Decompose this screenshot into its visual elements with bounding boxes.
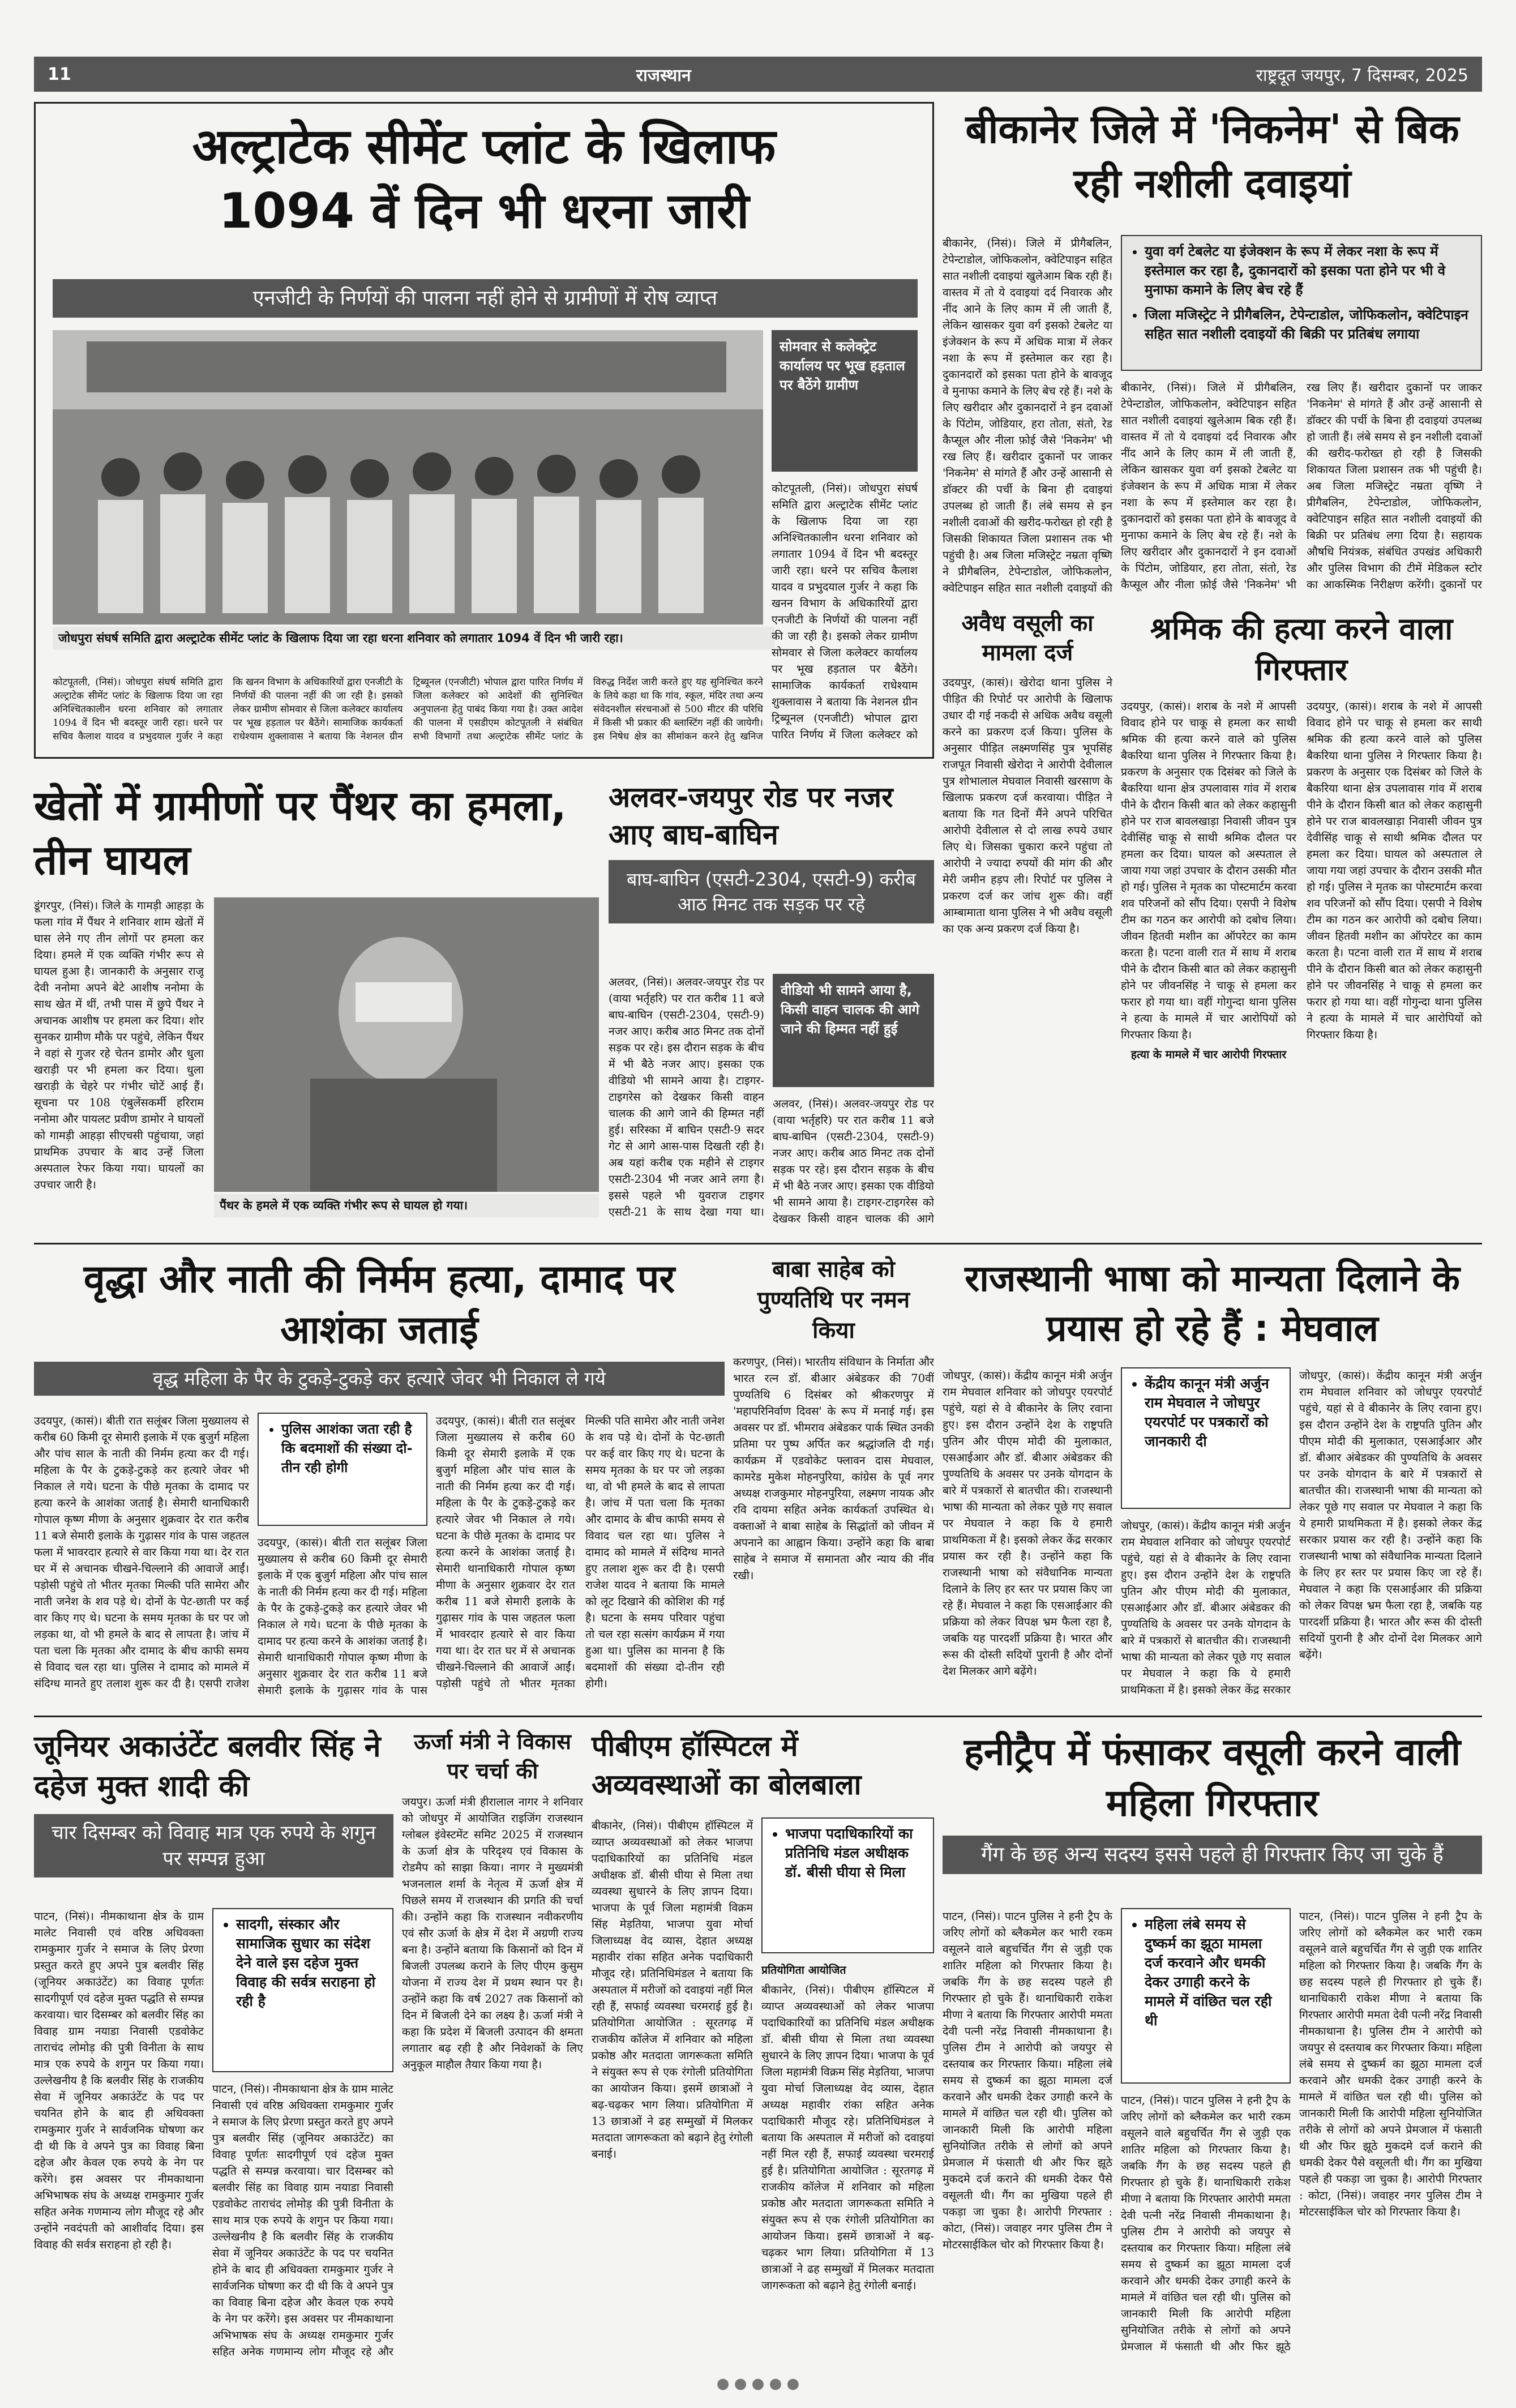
rajasthani-body-left: जोधपुर, (कासं)। केंद्रीय कानून मंत्री अर्जुन राम मेघवाल शनिवार को जोधपुर एयरपोर्ट पहुंचे, यहां से वे बीकानेर के लिए रवाना हुए। इस दौरान उन्होंने देश के राष्ट्रपति पुतिन और पीएम मोदी की मुलाकात, एसआईआर और डॉ. बीआर अंबेडकर की पुण्यतिथि के अवसर पर उनके योगदान के बारे में पत्रकारों से बातचीत की। राजस्थानी भाषा की मान्यता को लेकर पूछे गए सवाल पर मेघवाल ने कहा कि ये हमारी प्राथमिकता में है। इसको लेकर केंद्र सरकार प्रयास कर रही है। उन्होंने कहा कि राजस्थानी भाषा को संवैधानिक मान्यता दिलाने के लिए हर स्तर पर प्रयास किए जा रहे हैं। मेघवाल ने कहा कि एसआईआर की प्रक्रिया को लेकर विपक्ष भ्रम फैला रहा है, जबकि यह पारदर्शी प्रक्रिया है। भारत और रूस की दोस्ती सदियों पुरानी है और दोनों देश मिलकर आगे बढ़ेंगे। [943,1369,1112,1678]
worker-murder-body: उदयपुर, (कासं)। शराब के नशे में आपसी विवाद होने पर चाकू से हमला कर साथी श्रमिक की हत्या करने वाले को पुलिस बैकरिया थाना पुलिस ने गिरफ्तार किया है। प्रकरण के अनुसार एक दिसंबर को जिले के बैकरिया थाना क्षेत्र उपलावास गांव में शराब पीने के दौरान किसी बात को लेकर कहासुनी होने पर राज बावलखाड़ा निवासी जीवन पुत्र देवीसिंह चाकू से साथी श्रमिक दौलत पर हमला कर दिया। घायल को अस्पताल ले जाया गया जहां उपचार के दौरान उसकी मौत हो गई। पुलिस ने मृतक का पोस्टमार्टम करवा शव परिजनों को सौंप दिया। एसपी ने विशेष टीम का गठन कर आरोपी को दबोच लिया। जीवन हितवी मशीन का ऑपरेटर का काम करता है। पटना वाली रात में साथ में शराब पीने के दौरान किसी बात को लेकर कहासुनी होने पर जीवनसिंह ने चाकू से हमला कर फरार हो गया था। वहीं गोगुन्दा थाना पुलिस ने हत्या के मामले में चार आरोपियों को गिरफ्तार किया है। हत्या के मामले में चार आरोपी गिरफ्तार उदयपुर, (कासं)। शराब के नशे में आपसी विवाद होने पर चाकू से हमला कर साथी श्रमिक की हत्या करने वाले को पुलिस बैकरिया थाना पुलिस ने गिरफ्तार किया है। प्रकरण के अनुसार एक दिसंबर को जिले के बैकरिया थाना क्षेत्र उपलावास गांव में शराब पीने के दौरान किसी बात को लेकर कहासुनी होने पर राज बावलखाड़ा निवासी जीवन पुत्र देवीसिंह चाकू से साथी श्रमिक दौलत पर हमला कर दिया। घायल को अस्पताल ले जाया गया जहां उपचार के दौरान उसकी मौत हो गई। पुलिस ने मृतक का पोस्टमार्टम करवा शव परिजनों को सौंप दिया। एसपी ने विशेष टीम का गठन कर आरोपी को दबोच लिया। जीवन हितवी मशीन का ऑपरेटर का काम करता है। पटना वाली रात में साथ में शराब पीने के दौरान किसी बात को लेकर कहासुनी होने पर जीवनसिंह ने चाकू से हमला कर फरार हो गया था। वहीं गोगुन्दा थाना पुलिस ने हत्या के मामले में चार आरोपियों को गिरफ्तार किया है। [1121,698,1482,1236]
bikaner-highlight-2: • जिला मजिस्ट्रेट ने प्रीगैबलिन, टेपेन्टाडोल, जोफिकलोन, क्वेटिपाइन सहित सात नशीली दवाइयों की बिक्री पर प्रतिबंध लगाया [1145,305,1473,344]
cement-photo [53,330,763,625]
elder-murder-subhead: वृद्ध महिला के पैर के टुकड़े-टुकड़े कर हत्यारे जेवर भी निकाल ले गये [34,1362,725,1396]
extortion-body: उदयपुर, (कासं)। खेरोदा थाना पुलिस ने पीड़ित की रिपोर्ट पर आरोपी के खिलाफ उधार दी गई नकदी से अधिक अवैध वसूली करने का प्रकरण दर्ज किया। पुलिस के अनुसार पीड़ित लक्ष्मणसिंह पुत्र भूपसिंह राजपूत निवासी खेरोदा ने आरोपी देवीलाल पुत्र शोभालाल मेघवाल निवासी खरसाण के खिलाफ प्रकरण दर्ज करवाया। पीड़ित ने बताया कि गत दिनों मैंने अपने परिचित आरोपी देवीलाल से दो लाख रुपये उधार लिए थे। जिसका चुकारा करने पहुंचा तो आरोपी ने ज्यादा रुपयों की मांग की और मेरी जमीन हड़प ली। रिपोर्ट पर पुलिस ने प्रकरण दर्ज कर जांच शुरू की। वहीं आम्बामाता थाना पुलिस ने भी अवैध वसूली का एक अन्य प्रकरण दर्ज किया है। [943,676,1112,935]
honeytrap-highlight: • महिला लंबे समय से दुष्कर्म का झूठा मामला दर्ज करवाने और धमकी देकर उगाही करने के मामले में वांछित चल रही थी [1121,1908,1291,2084]
extortion-story [943,609,1112,1231]
dowry-body-right: पाटन, (निसं)। नीमकाथाना क्षेत्र के ग्राम मालेट निवासी एवं वरिष्ठ अधिवक्ता रामकुमार गुर्जर ने समाज के लिए प्रेरणा प्रस्तुत करते हुए अपने पुत्र बलवीर सिंह (जूनियर अकाउंटेंट) का विवाह पूर्णतः सादगीपूर्ण एवं दहेज मुक्त पद्धति से सम्पन्न करवाया। चार दिसम्बर को बलवीर सिंह का विवाह ग्राम नयाडा निवासी एडवोकेट ताराचंद लोमोड़ की पुत्री विनीता के साथ मात्र एक रुपये के शगुन पर किया गया। उल्लेखनीय है कि बलवीर सिंह के राजकीय सेवा में जूनियर अकाउंटेंट के पद पर चयनित होने के बाद ही अधिवक्ता रामकुमार गुर्जर ने सार्वजनिक घोषणा कर दी थी कि वे अपने पुत्र का विवाह बिना दहेज और केवल एक रुपये के नेग पर करेंगे। इस अवसर पर नीमकाथाना अभिभाषक संघ के अध्यक्ष रामकुमार गुर्जर सहित अनेक गणमान्य लोग मौजूद रहे और [212,2082,393,2358]
babasaheb-headline: बाबा साहेब को पुण्यतिथि पर नमन किया [757,1256,910,1344]
section-divider [34,1243,1482,1244]
honeytrap-headline: हनीट्रैप में फंसाकर वसूली करने वाली महिला गिरफ्तार [963,1730,1461,1825]
energy-body: जयपुर। ऊर्जा मंत्री हीरालाल नागर ने शनिवार को जोधपुर में आयोजित राइजिंग राजस्थान ग्लोबल इंवेस्टमेंट समिट 2025 में राजस्थान के ऊर्जा क्षेत्र के परिदृश्य एवं विकास के रोडमैप को साझा किया। नागर ने मुख्यमंत्री भजनलाल शर्मा के नेतृत्व में ऊर्जा क्षेत्र में पिछले समय में राजस्थान की प्रगति की चर्चा की। उन्होंने कहा कि राजस्थान नवीकरणीय एवं सौर ऊर्जा के क्षेत्र में देश में अग्रणी राज्य बना है। उन्होंने बताया कि किसानों को दिन में बिजली उपलब्ध कराने के लिए पीएम कुसुम योजना में राज्य देश में प्रथम स्थान पर है। उन्होंने कहा कि वर्ष 2027 तक किसानों को दिन में बिजली देने का लक्ष्य है। ऊर्जा मंत्री ने कहा कि प्रदेश में बिजली उत्पादन की क्षमता लगातार बढ़ रही है और निवेशकों के लिए अनुकूल माहौल तैयार किया गया है। [402,1795,583,2071]
pbm-body-left: बीकानेर, (निसं)। पीबीएम हॉस्पिटल में व्याप्त अव्यवस्थाओं को लेकर भाजपा पदाधिकारियों का प्रतिनिधि मंडल अधीक्षक डॉ. बीसी घीया से मिला तथा व्यवस्था सुधारने के लिए ज्ञापन दिया। भाजपा के पूर्व जिला महामंत्री विक्रम सिंह मेड़तिया, भाजपा युवा मोर्चा जिलाध्यक्ष वेद व्यास, देहात अध्यक्ष महावीर रांका सहित अनेक पदाधिकारी मौजूद रहे। प्रतिनिधिमंडल ने बताया कि अस्पताल में मरीजों को दवाइयां नहीं मिल रही हैं, सफाई व्यवस्था चरमराई हुई है। प्रतियोगिता आयोजित : सूरतगढ़ में राजकीय कॉलेज में शनिवार को महिला प्रकोष्ठ और मतदाता जागरूकता समिति ने संयुक्त रूप से एक रंगोली प्रतियोगिता का आयोजन किया। इसमें छात्राओं ने बढ़-चढ़कर भाग लिया। प्रतियोगिता में 13 छात्राओं ने ढह सम्मुखों में मिलकर मतदाता जागरूकता को बढ़ाने हेतु रंगोली बनाई। [592,1819,753,2161]
bikaner-story [943,102,1482,600]
tiger-body-left: अलवर, (निसं)। अलवर-जयपुर रोड पर (वाया भर्तृहरि) पर रात करीब 11 बजे बाघ-बाघिन (एसटी-2304, एसटी-9) नजर आए। करीब आठ मिनट तक दोनों सड़क पर रहे। इस दौरान सड़क के बीच में भी बैठे नजर आए। इसका एक वीडियो भी सामने आया है। टाइगर-टाइगरेस को देखकर किसी वाहन चालक की आगे जाने की हिम्मत नहीं हुई। सरिस्का में बाघिन एसटी-9 सदर गेट से आगे आस-पास दिखती रही है। अब यहां करीब एक महीने से टाइगर एसटी-2304 भी नजर आने लगा है। इससे पहले भी युवराज टाइगर एसटी-21 के साथ देखा गया था। [609,976,764,1218]
rajasthani-headline: राजस्थानी भाषा को मान्यता दिलाने के प्रयास हो रहे हैं : मेघवाल [965,1258,1460,1350]
tiger-story [609,779,934,1231]
babasaheb-story [733,1254,934,1707]
panther-caption: पैंथर के हमले में एक व्यक्ति गंभीर रूप से घायल हो गया। [214,1194,599,1217]
bikaner-body-right: बीकानेर, (निसं)। जिले में प्रीगैबलिन, टेपेन्टाडोल, जोफिकलोन, क्वेटिपाइन सहित सात नशीली दवाइयां खुलेआम बिक रही हैं। वास्तव में तो ये दवाइयां दर्द निवारक और नींद आने के लिए काम में ली जाती हैं, लेकिन खासकर युवा वर्ग इसको टेबलेट या इंजेक्शन के रूप में अधिक मात्रा में लेकर नशा के रूप में इस्तेमाल कर रहा है। दुकानदारों को इसका पता होने के बावजूद वे मुनाफा कमाने के लिए बेच रहे हैं। नशे के लिए खरीदार और दुकानदारों ने इन दवाओं के पिंटोम, जोडियार, हरा तोता, संतो, रेड कैप्सूल और नीला फ़ोई जैसे 'निकनेम' भी रख लिए हैं। खरीदार दुकानों पर जाकर 'निकनेम' से मांगते हैं और उन्हें आसानी से डॉक्टर की पर्ची के बिना ही दवाइयां उपलब्ध हो जाती हैं। लंबे समय से इन नशीली दवाओं की खरीद-फरोख्त हो रही है जिसकी शिकायत जिला प्रशासन तक भी पहुंची है। अब जिला मजिस्ट्रेट नम्रता वृष्णि ने प्रीगैबलिन, टेपेन्टाडोल, जोफिकलोन, क्वेटिपाइन सहित सात नशीली दवाइयों की बिक्री पर प्रतिबंध लगा दिया है। सहायक औषधि नियंत्रक, संबंधित उपखंड अधिकारी और पुलिस विभाग की टीमें मेडिकल स्टोर का आकस्मिक निरीक्षण करेंगी। दुकानों पर [1121,381,1482,591]
dowry-highlight: • सादगी, संस्कार और सामाजिक सुधार का संदेश देने वाले इस दहेज मुक्त विवाह की सर्वत्र सराहना हो रही है [212,1908,393,2072]
cement-body: कोटपूतली, (निसं)। जोधपुरा संघर्ष समिति द्वारा अल्ट्राटेक सीमेंट प्लांट के खिलाफ दिया जा रहा अनिश्चितकालीन धरना शनिवार को लगातार 1094 वें दिन भी बदस्तूर जारी रहा। धरने पर सचिव कैलाश यादव व प्रभुदयाल गुर्जर ने कहा कि खनन विभाग के अधिकारियों द्वारा एनजीटी के निर्णयों की पालना नहीं की जा रही है। इसको लेकर ग्रामीण सोमवार से जिला कलेक्टर कार्यालय पर भूख हड़ताल पर बैठेंगे। सामाजिक कार्यकर्ता राधेश्याम शुक्लावास ने बताया कि नेशनल ग्रीन ट्रिब्यूनल (एनजीटी) भोपाल द्वारा पारित निर्णय में जिला कलेक्टर को [772,482,918,741]
worker-murder-subhead: हत्या के मामले में चार आरोपी गिरफ्तार [1130,1048,1287,1061]
tiger-subhead: बाघ-बाघिन (एसटी-2304, एसटी-9) करीब आठ मिनट तक सड़क पर रहे [609,860,934,923]
dowry-headline: जूनियर अकाउंटेंट बलवीर सिंह ने दहेज मुक्त शादी की [34,1730,381,1803]
tiger-body-right: अलवर, (निसं)। अलवर-जयपुर रोड पर (वाया भर्तृहरि) पर रात करीब 11 बजे बाघ-बाघिन (एसटी-2304, एसटी-9) नजर आए। करीब आठ मिनट तक दोनों सड़क पर रहे। इस दौरान सड़क के बीच में भी बैठे नजर आए। इसका एक वीडियो भी सामने आया है। टाइगर-टाइगरेस को देखकर किसी वाहन चालक की आगे [773,1097,934,1225]
elder-murder-body-c: उदयपुर, (कासं)। बीती रात सलूंबर जिला मुख्यालय से करीब 60 किमी दूर सेमारी इलाके में एक बुजुर्ग महिला और पांच साल के नाती की निर्मम हत्या कर दी गई। महिला के पैर के टुकड़े-टुकड़े कर हत्यारे जेवर भी निकाल ले गये। घटना के पीछे मृतका के दामाद पर हत्या करने के आशंका जताई है। सेमारी थानाधिकारी गोपाल कृष्ण मीणा के अनुसार शुक्रवार देर रात करीब 11 बजे सेमारी इलाके के गुढ़ासर गांव के पास जहतल फला में भावरदार हत्यारे से वार किया गया था। देर रात घर में से अचानक चीखने-चिल्लाने की आवाजें आईं। पड़ोसी पहुंचे तो भीतर मृतका मिल्की पति सामेरा और नाती जनेश के शव पड़े थे। दोनों के पेट-छाती पर कई वार किए गए थे। घटना के समय मृतका के घर पर जो लड़का था, वो भी हमले के बाद से लापता है। जांच में पता चला कि मृतका और दामाद के बीच काफी समय से विवाद चल रहा था। पुलिस ने दामाद को मामले में संदिग्ध मानते हुए तलाश शुरू कर दी है। एसपी राजेश यादव ने बताया कि मामले को लूट दिखाने की कोशिश की गई है। घटना के समय परिवार पहुंचा तो चल रहा सत्संग कार्यक्रम में गया हुआ था। पुलिस का मानना है कि बदमाशों की संख्या दो-तीन रही होगी। [436,1414,725,1690]
masthead-date: राष्ट्रदूत जयपुर, 7 दिसम्बर, 2025 [1256,65,1468,85]
cement-subhead: एनजीटी के निर्णयों की पालना नहीं होने से ग्रामीणों में रोष व्याप्त [53,279,918,318]
cement-highlight: सोमवार से कलेक्ट्रेट कार्यालय पर भूख हड़ताल पर बैठेंगे ग्रामीण [772,330,918,472]
elder-murder-headline: वृद्धा और नाती की निर्मम हत्या, दामाद पर आशंका जताई [83,1257,675,1353]
honeytrap-subhead: गैंग के छह अन्य सदस्य इससे पहले ही गिरफ्तार किए जा चुके हैं [943,1836,1482,1874]
honeytrap-body-left: पाटन, (निसं)। पाटन पुलिस ने हनी ट्रैप के जरिए लोगों को ब्लैकमेल कर भारी रकम वसूलने वाले बहुचर्चित गैंग से जुड़ी एक शातिर महिला को गिरफ्तार किया है। जबकि गैंग के छह सदस्य पहले ही गिरफ्तार हो चुके हैं। थानाधिकारी राकेश मीणा ने बताया कि गिरफ्तार आरोपी ममता देवी पत्नी नरेंद्र निवासी नीमकाथाना है। पुलिस टीम ने आरोपी को जयपुर से दस्तयाब कर गिरफ्तार किया। महिला लंबे समय से दुष्कर्म का झूठा मामला दर्ज करवाने और धमकी देकर उगाही करने के मामले में वांछित चल रही थी। पुलिस को जानकारी मिली कि आरोपी महिला सुनियोजित तरीके से लोगों को अपने प्रेमजाल में फंसाती थी और फिर झूठे मुकदमे दर्ज कराने की धमकी देकर पैसे वसूलती थी। गैंग का मुखिया पहले ही पकड़ा जा चुका है। आरोपी गिरफ्तार : कोटा, (निसं)। जवाहर नगर पुलिस टीम ने मोटरसाईकिल चोर को गिरफ्तार किया है। [943,1910,1112,2251]
worker-murder-headline: श्रमिक की हत्या करने वाला गिरफ्तार [1150,611,1453,687]
bikaner-headline: बीकानेर जिले में 'निकनेम' से बिक रही नशीली दवाइयां [965,106,1459,207]
panther-headline: खेतों में ग्रामीणों पर पैंथर का हमला, तीन घायल [34,782,567,884]
honeytrap-body-mid: पाटन, (निसं)। पाटन पुलिस ने हनी ट्रैप के जरिए लोगों को ब्लैकमेल कर भारी रकम वसूलने वाले बहुचर्चित गैंग से जुड़ी एक शातिर महिला को गिरफ्तार किया है। जबकि गैंग के छह सदस्य पहले ही गिरफ्तार हो चुके हैं। थानाधिकारी राकेश मीणा ने बताया कि गिरफ्तार आरोपी ममता देवी पत्नी नरेंद्र निवासी नीमकाथाना है। पुलिस टीम ने आरोपी को जयपुर से दस्तयाब कर गिरफ्तार किया। महिला लंबे समय से दुष्कर्म का झूठा मामला दर्ज करवाने और धमकी देकर उगाही करने के मामले में वांछित चल रही थी। पुलिस को जानकारी मिली कि आरोपी महिला सुनियोजित तरीके से लोगों को अपने प्रेमजाल में फंसाती थी और फिर झूठे [1121,2094,1291,2353]
bikaner-highlights [1121,235,1482,371]
elder-murder-body-b: उदयपुर, (कासं)। बीती रात सलूंबर जिला मुख्यालय से करीब 60 किमी दूर सेमारी इलाके में एक बुजुर्ग महिला और पांच साल के नाती की निर्मम हत्या कर दी गई। महिला के पैर के टुकड़े-टुकड़े कर हत्यारे जेवर भी निकाल ले गये। घटना के पीछे मृतका के दामाद पर हत्या करने के आशंका जताई है। सेमारी थानाधिकारी गोपाल कृष्ण मीणा के अनुसार शुक्रवार देर रात करीब 11 बजे सेमारी इलाके के गुढ़ासर गांव के पास [258,1536,427,1697]
footer-marker: ● ● ● ● ● [716,2375,800,2392]
worker-murder-story [1121,609,1482,1231]
dowry-body-left: पाटन, (निसं)। नीमकाथाना क्षेत्र के ग्राम मालेट निवासी एवं वरिष्ठ अधिवक्ता रामकुमार गुर्जर ने समाज के लिए प्रेरणा प्रस्तुत करते हुए अपने पुत्र बलवीर सिंह (जूनियर अकाउंटेंट) का विवाह पूर्णतः सादगीपूर्ण एवं दहेज मुक्त पद्धति से सम्पन्न करवाया। चार दिसम्बर को बलवीर सिंह का विवाह ग्राम नयाडा निवासी एडवोकेट ताराचंद लोमोड़ की पुत्री विनीता के साथ मात्र एक रुपये के शगुन पर किया गया। उल्लेखनीय है कि बलवीर सिंह के राजकीय सेवा में जूनियर अकाउंटेंट के पद पर चयनित होने के बाद ही अधिवक्ता रामकुमार गुर्जर ने सार्वजनिक घोषणा कर दी थी कि वे अपने पुत्र का विवाह बिना दहेज और केवल एक रुपये के नेग पर करेंगे। इस अवसर पर नीमकाथाना अभिभाषक संघ के अध्यक्ष रामकुमार गुर्जर सहित अनेक गणमान्य लोग मौजूद रहे और उन्होंने नवदंपती को आशीर्वाद दिया। इस विवाह की सर्वत्र सराहना हो रही है। [34,1910,204,2251]
panther-photo [214,897,599,1192]
page-number: 11 [48,64,71,84]
pbm-headline: पीबीएम हॉस्पिटल में अव्यवस्थाओं का बोलबाला [592,1730,862,1801]
page-footer [34,2375,1482,2398]
rajasthani-body-right: जोधपुर, (कासं)। केंद्रीय कानून मंत्री अर्जुन राम मेघवाल शनिवार को जोधपुर एयरपोर्ट पहुंचे, यहां से वे बीकानेर के लिए रवाना हुए। इस दौरान उन्होंने देश के राष्ट्रपति पुतिन और पीएम मोदी की मुलाकात, एसआईआर और डॉ. बीआर अंबेडकर की पुण्यतिथि के अवसर पर उनके योगदान के बारे में पत्रकारों से बातचीत की। राजस्थानी भाषा की मान्यता को लेकर पूछे गए सवाल पर मेघवाल ने कहा कि ये हमारी प्राथमिकता में है। इसको लेकर केंद्र सरकार प्रयास कर रही है। उन्होंने कहा कि राजस्थानी भाषा को संवैधानिक मान्यता दिलाने के लिए हर स्तर पर प्रयास किए जा रहे हैं। मेघवाल ने कहा कि एसआईआर की प्रक्रिया को लेकर विपक्ष भ्रम फैला रहा है, जबकि यह पारदर्शी प्रक्रिया है। भारत और रूस की दोस्ती सदियों पुरानी है और दोनों देश मिलकर आगे बढ़ेंगे। [1299,1369,1482,1661]
panther-body: डूंगरपुर, (निसं)। जिले के गामड़ी आहड़ा के फला गांव में पैंथर ने शनिवार शाम खेतों में घास लेने गए तीन लोगों पर हमला कर दिया। हमले में एक व्यक्ति गंभीर रूप से घायल हुआ है। जानकारी के अनुसार राजू देवी ननोमा अपने बेटे आशीष ननोमा के साथ खेत में थीं, तभी पास में छुपे पैंथर ने अचानक आशीष पर हमला कर दिया। शोर सुनकर ग्रामीण मौके पर पहुंचे, लेकिन पैंथर ने वहां से गुजर रहे चेतन डामोर और धुला खराड़ी पर भी हमला कर दिया। धुला खराड़ी के चेहरे पर गंभीर चोटें आई हैं। सूचना पर 108 एंबुलेंसकर्मी हरिराम ननोमा और पायलट प्रवीण डामोर ने घायलों को गामड़ी आहड़ा सीएचसी पहुंचाया, जहां प्राथमिक उपचार के बाद उन्हें जिला अस्पताल रेफर किया गया। घायलों का उपचार जारी है। [34,899,204,1191]
energy-headline: ऊर्जा मंत्री ने विकास पर चर्चा की [414,1729,571,1783]
rajasthani-story [943,1254,1482,1707]
pbm-story [592,1727,934,2367]
babasaheb-body: करणपुर, (निसं)। भारतीय संविधान के निर्माता और भारत रत्न डॉ. बीआर अंबेडकर की 70वीं पुण्यतिथि 6 दिसंबर को श्रीकरणपुर में 'महापरिनिर्वाण दिवस' के रूप में मनाई गई। इस अवसर पर डॉ. भीमराव अंबेडकर पार्क स्थित उनकी प्रतिमा पर पुष्प अर्पित कर श्रद्धांजलि दी गई। कार्यक्रम में एडवोकेट फ्लावन दास मेघवाल, कामरेड मुकेश मोहनपुरिया, कांग्रेस के पूर्व नगर अध्यक्ष राजकुमार मोहनपुरिया, लक्ष्मण नायक और रवि दायमा सहित अनेक कार्यकर्ता उपस्थित थे। वक्ताओं ने बाबा साहेब के सिद्धांतों को जीवन में अपनाने का आह्वान किया। उन्होंने कहा कि बाबा साहेब ने समाज में समानता और न्याय की नींव रखी। [733,1355,934,1582]
honeytrap-body-right: पाटन, (निसं)। पाटन पुलिस ने हनी ट्रैप के जरिए लोगों को ब्लैकमेल कर भारी रकम वसूलने वाले बहुचर्चित गैंग से जुड़ी एक शातिर महिला को गिरफ्तार किया है। जबकि गैंग के छह सदस्य पहले ही गिरफ्तार हो चुके हैं। थानाधिकारी राकेश मीणा ने बताया कि गिरफ्तार आरोपी ममता देवी पत्नी नरेंद्र निवासी नीमकाथाना है। पुलिस टीम ने आरोपी को जयपुर से दस्तयाब कर गिरफ्तार किया। महिला लंबे समय से दुष्कर्म का झूठा मामला दर्ज करवाने और धमकी देकर उगाही करने के मामले में वांछित चल रही थी। पुलिस को जानकारी मिली कि आरोपी महिला सुनियोजित तरीके से लोगों को अपने प्रेमजाल में फंसाती थी और फिर झूठे मुकदमे दर्ज कराने की धमकी देकर पैसे वसूलती थी। गैंग का मुखिया पहले ही पकड़ा जा चुका है। आरोपी गिरफ्तार : कोटा, (निसं)। जवाहर नगर पुलिस टीम ने मोटरसाईकिल चोर को गिरफ्तार किया है। [1299,1910,1482,2218]
section-title: राजस्थान [636,65,691,85]
dowry-story [34,1727,393,2367]
pbm-subhead: प्रतियोगिता आयोजित [761,1964,846,1977]
bikaner-body-left: बीकानेर, (निसं)। जिले में प्रीगैबलिन, टेपेन्टाडोल, जोफिकलोन, क्वेटिपाइन सहित सात नशीली दवाइयां खुलेआम बिक रही हैं। वास्तव में तो ये दवाइयां दर्द निवारक और नींद आने के लिए काम में ली जाती हैं, लेकिन खासकर युवा वर्ग इसको टेबलेट या इंजेक्शन के रूप में अधिक मात्रा में लेकर नशा के रूप में इस्तेमाल कर रहा है। दुकानदारों को इसका पता होने के बावजूद वे मुनाफा कमाने के लिए बेच रहे हैं। नशे के लिए खरीदार और दुकानदारों ने इन दवाओं के पिंटोम, जोडियार, हरा तोता, संतो, रेड कैप्सूल और नीला फ़ोई जैसे 'निकनेम' भी रख लिए हैं। खरीदार दुकानों पर जाकर 'निकनेम' से मांगते हैं और उन्हें आसानी से डॉक्टर की पर्ची के बिना ही दवाइयां उपलब्ध हो जाती हैं। लंबे समय से इन नशीली दवाओं की खरीद-फरोख्त हो रही है जिसकी शिकायत जिला प्रशासन तक भी पहुंची है। अब जिला मजिस्ट्रेट नम्रता वृष्णि ने प्रीगैबलिन, टेपेन्टाडोल, जोफिकलोन, क्वेटिपाइन सहित सात नशीली दवाइयों की [943,237,1112,594]
page-header-bar [34,57,1482,92]
tiger-headline: अलवर-जयपुर रोड पर नजर आए बाघ-बाघिन [609,781,893,851]
cement-photo-caption: जोधपुरा संघर्ष समिति द्वारा अल्ट्राटेक सीमेंट प्लांट के खिलाफ दिया जा रहा धरना शनिवार को लगातार 1094 वें दिन भी जारी रहा। [53,627,774,650]
cement-story [34,102,934,759]
dowry-subhead: चार दिसम्बर को विवाह मात्र एक रुपये के शगुन पर सम्पन्न हुआ [34,1814,393,1877]
bikaner-highlight-1: • युवा वर्ग टेबलेट या इंजेक्शन के रूप में लेकर नशा के रूप में इस्तेमाल कर रहा है, दुकानदारों को इसका पता होने पर भी वे मुनाफा कमाने के लिए बेच रहे हैं [1145,242,1473,300]
honeytrap-story [943,1727,1482,2367]
tiger-highlight: वीडियो भी सामने आया है, किसी वाहन चालक की आगे जाने की हिम्मत नहीं हुई [773,974,934,1087]
pbm-body-right: प्रतियोगिता आयोजित बीकानेर, (निसं)। पीबीएम हॉस्पिटल में व्याप्त अव्यवस्थाओं को लेकर भाजपा पदाधिकारियों का प्रतिनिधि मंडल अधीक्षक डॉ. बीसी घीया से मिला तथा व्यवस्था सुधारने के लिए ज्ञापन दिया। भाजपा के पूर्व जिला महामंत्री विक्रम सिंह मेड़तिया, भाजपा युवा मोर्चा जिलाध्यक्ष वेद व्यास, देहात अध्यक्ष महावीर रांका सहित अनेक पदाधिकारी मौजूद रहे। प्रतिनिधिमंडल ने बताया कि अस्पताल में मरीजों को दवाइयां नहीं मिल रही हैं, सफाई व्यवस्था चरमराई हुई है। प्रतियोगिता आयोजित : सूरतगढ़ में राजकीय कॉलेज में शनिवार को महिला प्रकोष्ठ और मतदाता जागरूकता समिति ने संयुक्त रूप से एक रंगोली प्रतियोगिता का आयोजन किया। इसमें छात्राओं ने बढ़-चढ़कर भाग लिया। प्रतियोगिता में 13 छात्राओं ने ढह सम्मुखों में मिलकर मतदाता जागरूकता को बढ़ाने हेतु रंगोली बनाई। [761,1962,934,2367]
pbm-highlight: • भाजपा पदाधिकारियों का प्रतिनिधि मंडल अधीक्षक डॉ. बीसी घीया से मिला [761,1817,934,1953]
injured-man-photo [214,897,599,1192]
cement-headline: अल्ट्राटेक सीमेंट प्लांट के खिलाफ 1094 वें दिन भी धरना जारी [192,118,776,240]
rajasthani-highlight: • केंद्रीय कानून मंत्री अर्जुन राम मेघवाल ने जोधपुर एयरपोर्ट पर पत्रकारों को जानकारी दी [1121,1367,1291,1509]
elder-murder-highlight: • पुलिस आशंका जता रही है कि बदमाशों की संख्या दो-तीन रही होगी [258,1413,427,1526]
rajasthani-body-mid: जोधपुर, (कासं)। केंद्रीय कानून मंत्री अर्जुन राम मेघवाल शनिवार को जोधपुर एयरपोर्ट पहुंचे, यहां से वे बीकानेर के लिए रवाना हुए। इस दौरान उन्होंने देश के राष्ट्रपति पुतिन और पीएम मोदी की मुलाकात, एसआईआर और डॉ. बीआर अंबेडकर की पुण्यतिथि के अवसर पर उनके योगदान के बारे में पत्रकारों से बातचीत की। राजस्थानी भाषा की मान्यता को लेकर पूछे गए सवाल पर मेघवाल ने कहा कि ये हमारी प्राथमिकता में है। इसको लेकर केंद्र सरकार [1121,1519,1291,1696]
elder-murder-body-a: उदयपुर, (कासं)। बीती रात सलूंबर जिला मुख्यालय से करीब 60 किमी दूर सेमारी इलाके में एक बुजुर्ग महिला और पांच साल के नाती की निर्मम हत्या कर दी गई। महिला के पैर के टुकड़े-टुकड़े कर हत्यारे जेवर भी निकाल ले गये। घटना के पीछे मृतका के दामाद पर हत्या करने के आशंका जताई है। सेमारी थानाधिकारी गोपाल कृष्ण मीणा के अनुसार शुक्रवार देर रात करीब 11 बजे सेमारी इलाके के गुढ़ासर गांव के पास जहतल फला में भावरदार हत्यारे से वार किया गया था। देर रात घर में से अचानक चीखने-चिल्लाने की आवाजें आईं। पड़ोसी पहुंचे तो भीतर मृतका मिल्की पति सामेरा और नाती जनेश के शव पड़े थे। दोनों के पेट-छाती पर कई वार किए गए थे। घटना के समय मृतका के घर पर जो लड़का था, वो भी हमले के बाद से लापता है। जांच में पता चला कि मृतका और दामाद के बीच काफी समय से विवाद चल रहा था। पुलिस ने दामाद को मामले में संदिग्ध मानते हुए तलाश शुरू कर दी है। एसपी राजेश [34,1414,249,1690]
section-divider-2 [34,1716,1482,1717]
energy-story [402,1727,583,2367]
panther-story [34,779,600,1231]
cement-body-lower: कोटपूतली, (निसं)। जोधपुरा संघर्ष समिति द्वारा अल्ट्राटेक सीमेंट प्लांट के खिलाफ दिया जा रहा अनिश्चितकालीन धरना शनिवार को लगातार 1094 वें दिन भी बदस्तूर जारी रहा। धरने पर सचिव कैलाश यादव व प्रभुदयाल गुर्जर ने कहा कि खनन विभाग के अधिकारियों द्वारा एनजीटी के निर्णयों की पालना नहीं की जा रही है। इसको लेकर ग्रामीण सोमवार से जिला कलेक्टर कार्यालय पर भूख हड़ताल पर बैठेंगे। सामाजिक कार्यकर्ता राधेश्याम शुक्लावास ने बताया कि नेशनल ग्रीन ट्रिब्यूनल (एनजीटी) भोपाल द्वारा पारित निर्णय में जिला कलेक्टर को आदेशों की सुनिश्चित अनुपालना हेतु पाबंद किया गया है। उक्त आदेश की पालना में एसडीएम कोटपूतली ने संबंधित सभी विभागों तथा अल्ट्राटेक सीमेंट प्लांट के विरुद्ध निर्देश जारी करते हुए यह सुनिश्चित करने के लिये कहा था कि गांव, स्कूल, मंदिर तथा अन्य संवेदनशील संरचनाओं से 500 मीटर की परिधि में किसी भी प्रकार की ब्लास्टिंग नहीं की जायेगी। इस निषेध क्षेत्र का सीमांकन करने हेतु खनिज [53,677,763,742]
elder-murder-story [34,1254,725,1707]
protest-photo-illustration [53,330,763,625]
extortion-headline: अवैध वसूली का मामला दर्ज [961,610,1094,666]
